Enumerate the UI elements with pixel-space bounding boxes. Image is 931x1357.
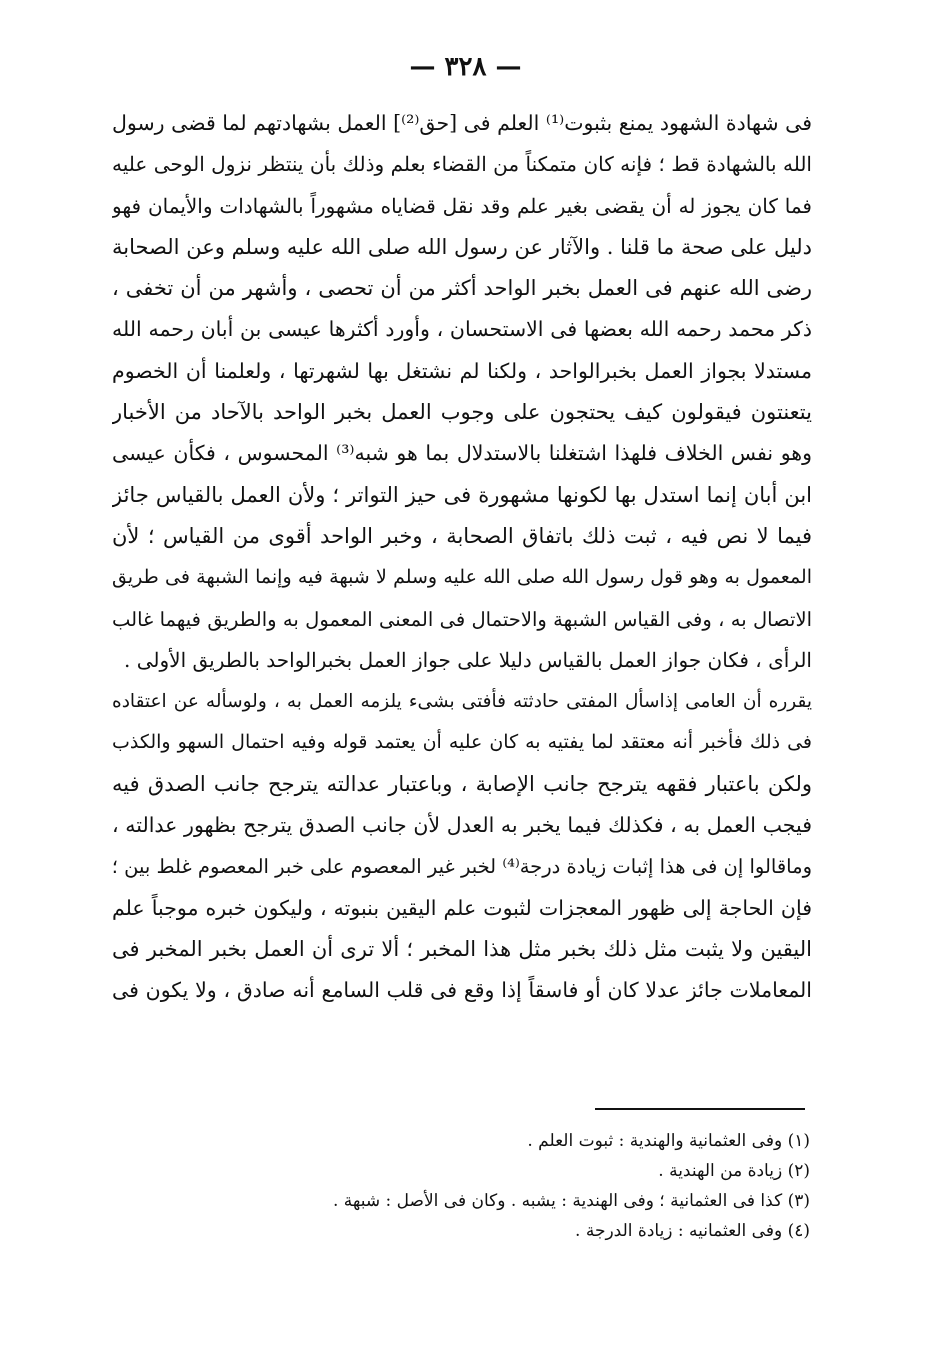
text-line: رضى الله عنهم فى العمل بخبر الواحد أكثر من أن تحصى ، وأشهر من أن تخفى ،: [112, 276, 812, 301]
main-text: [112, 103, 812, 1012]
text-line: مستدلا بجواز العمل بخبرالواحد ، ولكنا لم نشتغل بها لشهرتها ، ولعلمنا أن الخصوم: [112, 358, 812, 383]
text-line: فى ذلك فأخبر أنه معتقد لما يفتيه به كان عليه أن يعتمد قوله وفيه احتمال السهو والكذب: [112, 731, 812, 754]
footnote: (٤) وفى العثمانيه : زيادة الدرجة .: [575, 1221, 810, 1241]
text-line: فإن الحاجة إلى ظهور المعجزات لثبوت علم اليقين بنبوته ، وليكون خبره موجباً علم: [112, 895, 812, 920]
text-line: المعاملات جائز عدلا كان أو فاسقاً إذا وقع فى قلب السامع أنه صادق ، ولا يكون فى: [112, 978, 812, 1003]
text-line: وماقالوا إن فى هذا إثبات زيادة درجة⁽⁴⁾ لخبر غير المعصوم على خبر المعصوم غلط بين ؛: [112, 855, 812, 879]
text-line: دليل على صحة ما قلنا . والآثار عن رسول الله صلى الله عليه وسلم وعن الصحابة: [112, 234, 812, 259]
text-line: الله بالشهادة قط ؛ فإنه كان متمكناً من القضاء بعلم وذلك بأن ينتظر نزول الوحى عليه: [112, 152, 812, 177]
footnote: (٣) كذا فى العثمانية ؛ وفى الهندية : يشبه . وكان فى الأصل : شبهة .: [333, 1191, 810, 1211]
footnote: (٢) زيادة من الهندية .: [658, 1161, 810, 1181]
page-number: — ٣٢٨ —: [409, 52, 522, 82]
text-line: ابن أبان إنما استدل بها لكونها مشهورة فى حيز التواتر ؛ ولأن العمل بالقياس جائز: [112, 482, 812, 507]
text-line: الاتصال به ، وفى القياس الشبهة والاحتمال فى المعنى المعمول به والطريق فيهما غالب: [112, 607, 812, 631]
text-line: ذكر محمد رحمه الله بعضها فى الاستحسان ، وأورد أكثرها عيسى بن أبان رحمه الله: [112, 317, 812, 342]
text-line: اليقين ولا يثبت مثل ذلك بخبر مثل هذا المخبر ؛ ألا ترى أن العمل بخبر المخبر فى: [112, 936, 812, 961]
footnotes: [200, 1126, 810, 1246]
text-line: فما كان يجوز له أن يقضى بغير علم وقد نقل قضاياه مشهوراً بالشهادات والأيمان فهو: [112, 193, 812, 218]
footnote-divider: [595, 1108, 805, 1110]
text-line: فيما لا نص فيه ، ثبت ذلك باتفاق الصحابة ، وخبر الواحد أقوى من القياس ؛ لأن: [112, 523, 812, 548]
text-line: يتعنتون فيقولون كيف يحتجون على وجوب العمل بخبر الواحد بالآحاد من الأخبار: [112, 400, 812, 425]
text-line: يقرره أن العامى إذاسأل المفتى حادثته فأفتى بشىء يلزمه العمل به ، ولوسأله عن اعتقاده: [112, 691, 812, 713]
text-line: الرأى ، فكان جواز العمل بالقياس دليلا على جواز العمل بخبرالواحد بالطريق الأولى .: [124, 647, 812, 672]
text-line: المعمول به وهو قول رسول الله صلى الله عليه وسلم لا شبهة فيه وإنما الشبهة فى طريق: [112, 566, 812, 589]
text-line: ولكن باعتبار فقهه يترجح جانب الإصابة ، وباعتبار عدالته يترجح جانب الصدق فيه: [112, 771, 812, 796]
text-line: فيجب العمل به ، فكذلك فيما يخبر به العدل لأن جانب الصدق يترجح بظهور عدالته ،: [112, 813, 812, 838]
footnote: (١) وفى العثمانية والهندية : ثبوت العلم .: [527, 1131, 810, 1151]
text-line: فى شهادة الشهود يمنع بثبوت⁽¹⁾ العلم فى [حق⁽²⁾] العمل بشهادتهم لما قضى رسول: [112, 111, 812, 135]
text-line: وهو نفس الخلاف فلهذا اشتغلنا بالاستدلال بما هو شبه⁽³⁾ المحسوس ، فكأن عيسى: [112, 441, 812, 466]
